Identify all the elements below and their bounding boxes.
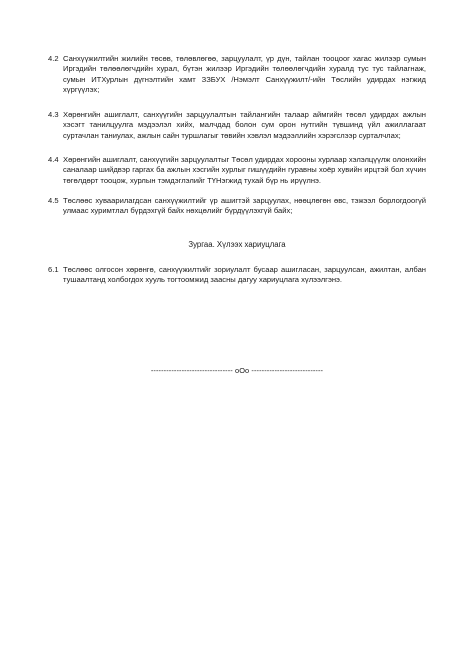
clause-4-3 <box>48 110 426 141</box>
clause-text: Төслөөс олгосон хөрөнгө, санхүүжилтийг зориулалт бусаар ашигласан, зарцуулсан, ажилтан, албан тушаалтанд холбогдох хууль тогтоомжид заасны дагуу хариуцлага хүлээлгэнэ. <box>63 265 426 285</box>
section-heading: Зургаа. Хүлээх хариуцлага <box>188 240 286 249</box>
clause-number: 4.3 <box>48 110 59 119</box>
clause-4-2 <box>48 54 426 95</box>
clause-4-5 <box>48 196 426 217</box>
end-separator: -------------------------------- oOo ---------------------------- <box>150 366 324 375</box>
clause-text: Хөрөнгийн ашиглалт, санхүүгийн зарцуулалтын тайлангийн талаар аймгийн төсөл удирдах ажлын хэсэгт танилцуулга мэдээлэл хийх, малчдад болон сум орон нутгийн түвшинд үйл ажиллагаат суртачлан таниулах, ажлын сайн туршлагыг төвийн хэвлэл мэдээллийн хэрэгслээр сурталчлах; <box>63 110 426 140</box>
clause-text: Санхүүжилтийн жилийн төсөв, төлөвлөгөө, зарцуулалт, үр дүн, тайлан тооцоог хагас жилээр сумын Иргэдийн төлөөлөгчдийн хурал, бүтэн жилээр Иргэдийн төлөөлөгчдийн хуралд тус тус тайлагнаж, сумын ИТХурлын дүгнэлтийн хамт ЗЗБУХ /Нэмэлт Санхүүжилт/-ийн Төслийн удирдах нэгжид хүргүүлэх; <box>63 54 426 94</box>
clause-number: 6.1 <box>48 265 59 274</box>
clause-4-4 <box>48 155 426 186</box>
clause-text: Хөрөнгийн ашиглалт, санхүүгийн зарцуулалтыг Төсөл удирдах хорооны хурлаар хэлэлцүүлж олонхийн саналаар шийдвэр гаргах ба ажлын хэсгийн хурлыг гишүүдийн гуравны хоёр хувийн ирцтэй бол хүчин төгөлдөрт тооцож, хурлын тэмдэглэлийг ТҮНэгжид тухай бүр нь ирүүлнэ. <box>63 155 426 185</box>
clause-text: Төслөөс хуваарилагдсан санхүүжилтийг үр ашигтэй зарцуулах, нөөцлөгөн өвс, тэжээл борлогдоогүй улмаас хуримтлал бүрдэхгүй байх нөхцөлийг бүрдүүлэхгүй байх; <box>63 196 426 216</box>
clause-number: 4.5 <box>48 196 59 205</box>
clause-number: 4.4 <box>48 155 59 164</box>
clause-6-1 <box>48 265 426 286</box>
clause-number: 4.2 <box>48 54 59 63</box>
